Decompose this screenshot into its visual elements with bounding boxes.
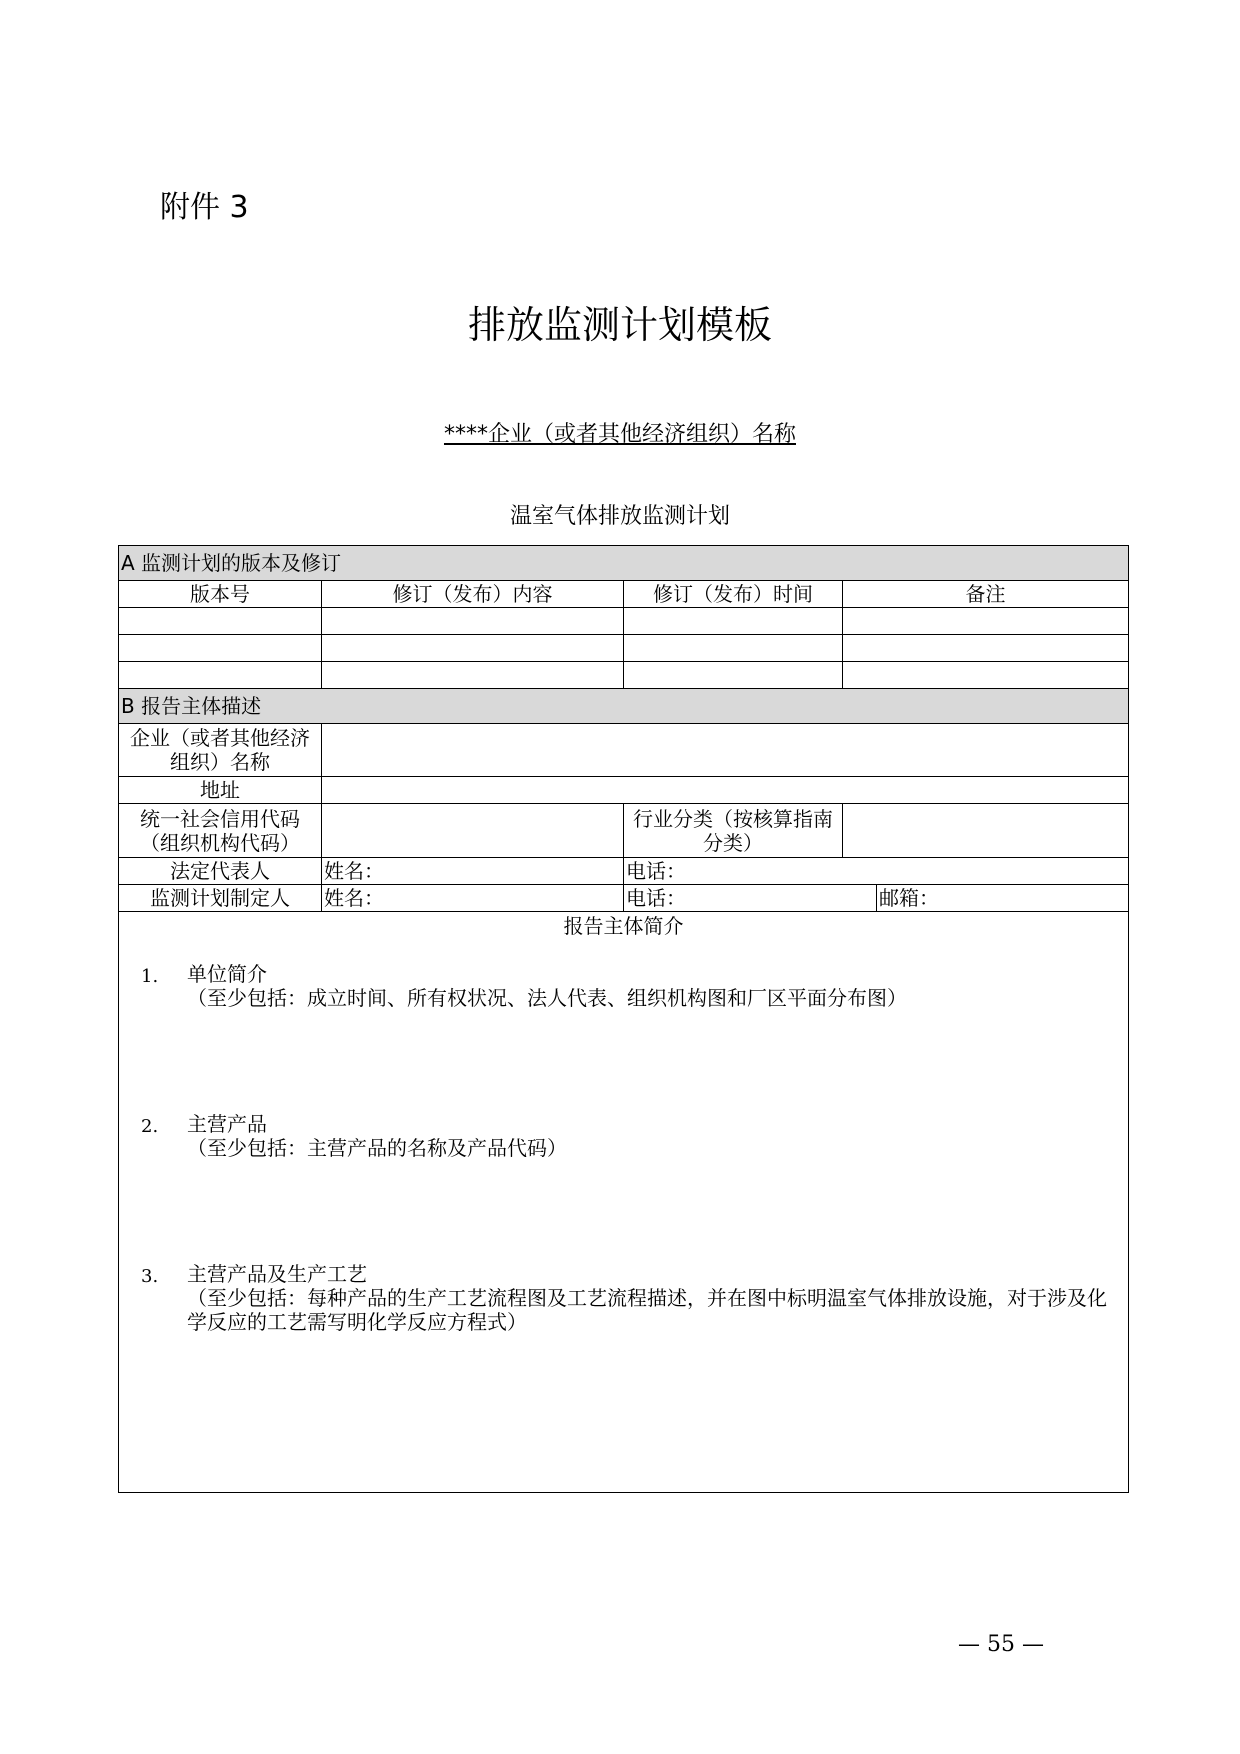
intro-title: 报告主体简介 <box>563 914 684 938</box>
credit-code-field[interactable] <box>322 804 624 858</box>
item-desc: （至少包括：主营产品的名称及产品代码） <box>187 1136 567 1160</box>
col-header-time: 修订（发布）时间 <box>624 581 843 608</box>
col-header-notes: 备注 <box>843 581 1129 608</box>
item-number: 3. <box>141 1266 159 1287</box>
cell[interactable] <box>322 662 624 689</box>
item-number: 2. <box>141 1116 159 1137</box>
address-field[interactable] <box>322 777 1129 804</box>
section-a-header: A 监测计划的版本及修订 <box>119 546 1129 581</box>
cell[interactable] <box>322 608 624 635</box>
legal-rep-phone-field[interactable]: 电话： <box>624 858 1129 885</box>
item-title: 主营产品及生产工艺 <box>187 1262 367 1286</box>
cell[interactable] <box>843 635 1129 662</box>
col-header-content: 修订（发布）内容 <box>322 581 624 608</box>
item-number: 1. <box>141 966 159 987</box>
table-row <box>119 662 1129 689</box>
monitoring-plan-table <box>118 545 1129 1493</box>
cell[interactable] <box>843 662 1129 689</box>
planner-name-field[interactable]: 姓名： <box>322 885 624 912</box>
planner-phone-field[interactable]: 电话： <box>624 885 877 912</box>
org-name: ****企业（或者其他经济组织）名称 <box>443 422 796 447</box>
org-name-heading <box>0 417 1240 448</box>
cell[interactable] <box>322 635 624 662</box>
item-desc: （至少包括：成立时间、所有权状况、法人代表、组织机构图和厂区平面分布图） <box>187 986 907 1010</box>
item-title: 主营产品 <box>187 1112 267 1136</box>
col-header-version: 版本号 <box>119 581 322 608</box>
org-name-field[interactable] <box>322 724 1129 777</box>
cell[interactable] <box>119 662 322 689</box>
org-name-label: 企业（或者其他经济组织）名称 <box>119 724 322 777</box>
industry-field[interactable] <box>843 804 1129 858</box>
legal-rep-label: 法定代表人 <box>119 858 322 885</box>
intro-section[interactable] <box>119 912 1129 1493</box>
planner-label: 监测计划制定人 <box>119 885 322 912</box>
cell[interactable] <box>624 662 843 689</box>
industry-label: 行业分类（按核算指南分类） <box>624 804 843 858</box>
address-label: 地址 <box>119 777 322 804</box>
planner-email-field[interactable]: 邮箱： <box>877 885 1129 912</box>
section-b-header: B 报告主体描述 <box>119 689 1129 724</box>
credit-code-label: 统一社会信用代码（组织机构代码） <box>119 804 322 858</box>
page-title: 排放监测计划模板 <box>467 303 772 347</box>
item-desc: （至少包括：每种产品的生产工艺流程图及工艺流程描述，并在图中标明温室气体排放设施，对于涉及化学反应的工艺需写明化学反应方程式） <box>187 1286 1107 1334</box>
cell[interactable] <box>624 635 843 662</box>
table-row <box>119 635 1129 662</box>
table-row <box>119 608 1129 635</box>
plan-title: 温室气体排放监测计划 <box>509 504 730 529</box>
attachment-label: 附件 3 <box>160 190 249 225</box>
cell[interactable] <box>624 608 843 635</box>
page-number: — 55 — <box>958 1632 1044 1657</box>
cell[interactable] <box>843 608 1129 635</box>
cell[interactable] <box>119 608 322 635</box>
item-title: 单位简介 <box>187 962 267 986</box>
cell[interactable] <box>119 635 322 662</box>
legal-rep-name-field[interactable]: 姓名： <box>322 858 624 885</box>
